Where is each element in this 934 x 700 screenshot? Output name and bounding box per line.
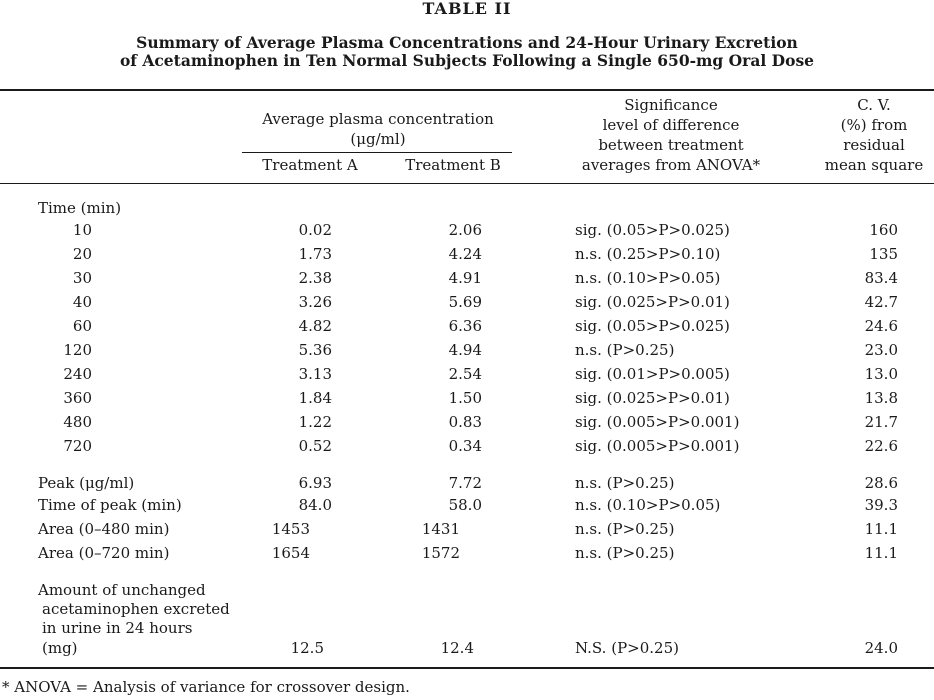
cv-cell: 83.4 xyxy=(864,269,898,287)
time-cell: 30 xyxy=(72,269,92,287)
significance-cell: sig. (0.005>P>0.001) xyxy=(575,413,740,431)
significance-cell: n.s. (P>0.25) xyxy=(575,520,675,538)
summary-label-cell: Area (0–720 min) xyxy=(38,544,170,562)
time-cell: 480 xyxy=(63,413,92,431)
significance-cell: n.s. (P>0.25) xyxy=(575,341,675,359)
significance-cell: n.s. (0.25>P>0.10) xyxy=(575,245,721,263)
summary-label-cell: Time of peak (min) xyxy=(38,496,182,514)
summary-label-cell: Area (0–480 min) xyxy=(38,520,170,538)
significance-header-line: Significance xyxy=(624,96,718,114)
time-cell: 360 xyxy=(63,389,92,407)
footnote: * ANOVA = Analysis of variance for crossover design. xyxy=(2,678,410,696)
table-caption-line1: Summary of Average Plasma Concentrations and 24-Hour Urinary Excretion xyxy=(136,33,798,52)
cv-cell: 13.8 xyxy=(864,389,898,407)
urine-value-b: 12.4 xyxy=(440,639,474,657)
cv-cell: 23.0 xyxy=(864,341,898,359)
significance-cell: sig. (0.025>P>0.01) xyxy=(575,293,730,311)
header-span-rule xyxy=(242,152,512,153)
header-bottom-rule xyxy=(0,183,934,184)
significance-cell: sig. (0.025>P>0.01) xyxy=(575,389,730,407)
time-cell: 10 xyxy=(72,221,92,239)
urine-label-line: Amount of unchanged xyxy=(38,581,206,599)
treatment-a-cell: 5.36 xyxy=(298,341,332,359)
treatment-a-cell: 3.13 xyxy=(298,365,332,383)
urine-value-a: 12.5 xyxy=(290,639,324,657)
treatment-b-cell: 0.83 xyxy=(448,413,482,431)
treatment-b-cell: 2.06 xyxy=(448,221,482,239)
significance-cell: n.s. (P>0.25) xyxy=(575,474,675,492)
significance-cell: n.s. (0.10>P>0.05) xyxy=(575,496,721,514)
avg-plasma-unit: (μg/ml) xyxy=(350,130,406,148)
cv-cell: 39.3 xyxy=(864,496,898,514)
cv-cell: 42.7 xyxy=(864,293,898,311)
significance-header-line: level of difference xyxy=(602,116,740,134)
top-rule xyxy=(0,89,934,91)
time-cell: 240 xyxy=(63,365,92,383)
cv-cell: 13.0 xyxy=(864,365,898,383)
significance-cell: sig. (0.05>P>0.025) xyxy=(575,317,730,335)
treatment-b-header: Treatment B xyxy=(405,156,501,174)
cv-cell: 21.7 xyxy=(864,413,898,431)
time-cell: 720 xyxy=(63,437,92,455)
time-cell: 20 xyxy=(72,245,92,263)
bottom-rule xyxy=(0,667,934,669)
treatment-a-cell: 4.82 xyxy=(298,317,332,335)
significance-cell: n.s. (P>0.25) xyxy=(575,544,675,562)
significance-cell: sig. (0.05>P>0.025) xyxy=(575,221,730,239)
treatment-a-cell: 2.38 xyxy=(298,269,332,287)
cv-header-line: mean square xyxy=(824,156,924,174)
cv-cell: 135 xyxy=(869,245,898,263)
time-section-label: Time (min) xyxy=(38,199,122,217)
treatment-b-cell: 4.91 xyxy=(448,269,482,287)
cv-cell: 28.6 xyxy=(864,474,898,492)
treatment-b-cell: 2.54 xyxy=(448,365,482,383)
treatment-b-cell: 0.34 xyxy=(448,437,482,455)
cv-cell: 22.6 xyxy=(864,437,898,455)
treatment-a-header: Treatment A xyxy=(262,156,358,174)
table-caption-line2: of Acetaminophen in Ten Normal Subjects Following a Single 650-mg Oral Dose xyxy=(119,51,815,70)
treatment-a-cell: 1.84 xyxy=(298,389,332,407)
treatment-b-cell: 6.36 xyxy=(448,317,482,335)
treatment-a-cell: 1.73 xyxy=(298,245,332,263)
treatment-b-cell: 7.72 xyxy=(448,474,482,492)
urine-label-line: (mg) xyxy=(42,639,78,657)
cv-header-line: (%) from xyxy=(840,116,908,134)
treatment-a-cell: 84.0 xyxy=(298,496,332,514)
significance-cell: sig. (0.01>P>0.005) xyxy=(575,365,730,383)
cv-header-line: C. V. xyxy=(857,96,891,114)
urine-cv: 24.0 xyxy=(864,639,898,657)
treatment-b-cell: 4.24 xyxy=(448,245,482,263)
treatment-a-cell: 3.26 xyxy=(298,293,332,311)
cv-header-line: residual xyxy=(843,136,905,154)
summary-label-cell: Peak (μg/ml) xyxy=(38,474,135,492)
significance-header-line: averages from ANOVA* xyxy=(581,156,761,174)
table-label: TABLE II xyxy=(422,0,512,18)
cv-cell: 160 xyxy=(869,221,898,239)
treatment-b-cell: 4.94 xyxy=(448,341,482,359)
time-cell: 120 xyxy=(63,341,92,359)
treatment-b-cell: 5.69 xyxy=(448,293,482,311)
urine-label-line: acetaminophen excreted xyxy=(42,600,230,618)
time-cell: 60 xyxy=(72,317,92,335)
cv-cell: 24.6 xyxy=(864,317,898,335)
cv-cell: 11.1 xyxy=(864,544,898,562)
significance-header-line: between treatment xyxy=(598,136,744,154)
treatment-b-cell: 1.50 xyxy=(448,389,482,407)
avg-plasma-header: Average plasma concentration xyxy=(262,110,494,128)
significance-cell: sig. (0.005>P>0.001) xyxy=(575,437,740,455)
treatment-a-cell: 1453 xyxy=(271,520,310,538)
urine-label-line: in urine in 24 hours xyxy=(42,619,193,637)
treatment-a-cell: 1.22 xyxy=(298,413,332,431)
treatment-a-cell: 0.52 xyxy=(298,437,332,455)
treatment-b-cell: 58.0 xyxy=(448,496,482,514)
treatment-a-cell: 6.93 xyxy=(298,474,332,492)
cv-cell: 11.1 xyxy=(864,520,898,538)
time-cell: 40 xyxy=(72,293,92,311)
treatment-b-cell: 1572 xyxy=(421,544,460,562)
significance-cell: n.s. (0.10>P>0.05) xyxy=(575,269,721,287)
treatment-b-cell: 1431 xyxy=(421,520,460,538)
treatment-a-cell: 0.02 xyxy=(298,221,332,239)
urine-significance: N.S. (P>0.25) xyxy=(575,639,679,657)
treatment-a-cell: 1654 xyxy=(271,544,310,562)
